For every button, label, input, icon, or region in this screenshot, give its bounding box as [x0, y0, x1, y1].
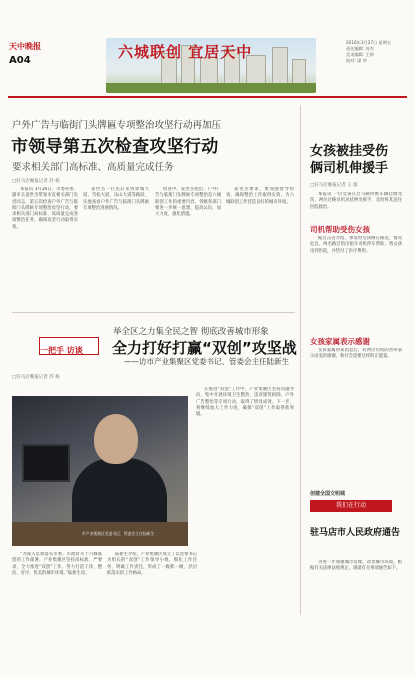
- sidebar-headline-line1: 女孩被挂受伤: [310, 144, 389, 159]
- article2-subhead: ——访市产业集聚区党委书记、管委会主任陆新生: [124, 357, 289, 366]
- article2-kicker: 举全区之力集全民之智 彻底改善城市形象: [113, 327, 269, 337]
- article2-headline: 全力打好打赢“双创”攻坚战: [112, 339, 297, 357]
- sidebar-body2-text: 据目击者介绍，事发时女孩倒在路边，情况危急。两名路过的出租车司机停车帮助，将女孩送到医院，并垫付了医疗费用。: [310, 236, 402, 254]
- notice-body: [310, 560, 402, 670]
- sidebar-byline: □驻马店晚报记者 王 康: [310, 183, 358, 188]
- article1-kicker: 户外广告与临街门头牌匾专项整治攻坚行动再加压: [12, 120, 222, 131]
- masthead: [0, 0, 415, 96]
- article1-col2: [83, 187, 149, 309]
- article2-col-left-text: “为深入贯彻落实市委、市政府关于六城联创的工作部署，产业集聚区坚持高标准、严要求，全力推进“双创”工作，努力打造干净、整洁、有序、优美的城市环境。”陆新生说。: [12, 552, 102, 576]
- masthead-rule: [8, 96, 407, 98]
- dateline-date: 2016年3月27日 星期五: [346, 40, 392, 45]
- sidebar-body1-text: 本报讯 一位女孩在过马路时被车辆挂倒受伤，两位过路司机见状伸出援手，及时将其送往医院救治。: [310, 192, 402, 210]
- article1-col4: [226, 187, 294, 309]
- notice-headline: 驻马店市人民政府通告: [310, 528, 401, 538]
- interview-photo: [12, 396, 188, 546]
- ad-title: 创建全国文明城: [310, 491, 346, 497]
- article1-col1: [12, 187, 78, 309]
- interview-label: 一把手 访谈: [40, 346, 83, 355]
- article1-headline: 市领导第五次检查攻坚行动: [11, 137, 219, 157]
- dateline-art-editor: 美术编辑: 王帅: [346, 52, 374, 57]
- dateline: [346, 40, 406, 64]
- sidebar-body2: [310, 236, 402, 328]
- page-number: A04: [9, 55, 31, 66]
- ad-banner: 我们在行动: [310, 500, 392, 512]
- sidebar-section1: 司机帮助受伤女孩: [310, 225, 370, 234]
- article1-byline: □驻马店晚报记者 苏 杨: [12, 179, 60, 184]
- notice-body-text: 为进一步加强城市管理，改善城市环境，根据有关法律法规规定，现就有关事项通告如下。: [310, 560, 402, 572]
- article1-col4-text: 姜世杰要求，要加强督导检查，确保整治工作取得实效，为六城联创工作营造良好的城市环境。: [226, 187, 294, 205]
- dateline-proofreader: 校对: 梁 华: [346, 58, 367, 63]
- sidebar-headline-line2: 俩司机伸援手: [310, 161, 389, 176]
- article2-byline: □驻马店晚报记者 苏 杨: [12, 375, 60, 380]
- sidebar-body1: [310, 192, 402, 220]
- article2-col-right: [196, 387, 294, 547]
- article2-col-mid: [107, 552, 197, 670]
- sidebar-divider: [300, 105, 301, 615]
- sidebar-body3: [310, 348, 402, 480]
- dateline-editor: 责任编辑: 苏杰: [346, 46, 374, 51]
- article1-col2-text: 姜世杰一行先后来到驿城大道、雪松大道、乐山大道等路段，实地查看户外广告与临街门头牌匾专项整治进展情况。: [83, 187, 149, 211]
- article1-col3-text: 检查中，姜世杰指出，户外广告与临街门头牌匾专项整治是六城联创工作的重要内容，各级各部门要进一步统一思想，提高认识，加大力度，强化措施。: [155, 187, 221, 218]
- interview-label-box: [39, 337, 99, 355]
- article1-subhead: 要求相关部门高标准、高质量完成任务: [12, 162, 174, 173]
- sidebar-body3-text: 女孩家属得知消息后，对两位司机的善举表示由衷的感谢，称社会需要这样的正能量。: [310, 348, 402, 360]
- banner-title: 六城联创 宜居天中: [118, 43, 253, 61]
- newspaper-logo: 天中晚报: [9, 41, 41, 51]
- article2-col-mid-text: 陆新生介绍，产业集聚区成立了以党委书记为组长的“双创”工作领导小组，细化工作任务，明确工作责任，形成了一级抓一级、层层抓落实的工作格局。: [107, 552, 197, 576]
- sidebar-section2: 女孩家属表示感谢: [310, 337, 370, 346]
- article2-col-left: [12, 552, 102, 670]
- photo-caption: 市产业集聚区党委书记、管委会主任陆新生: [82, 531, 155, 536]
- article2-col-right-text: 在推进“双创”工作中，产业集聚区坚持问题导向，集中开展环境卫生整治、违章建筑拆除、户外广告整治等专项行动，取得了明显成效。下一步，将继续加大工作力度，确保“双创”工作取得新突破。: [196, 387, 294, 418]
- civilization-ad: [310, 490, 400, 518]
- section-divider: [12, 312, 295, 313]
- sidebar-headline: [310, 143, 388, 177]
- article1-col3: [155, 187, 221, 309]
- article1-col1-text: 本报讯 3月26日，市委常委、副市长姜世杰带领市直相关部门负责同志，第五次检查户外广告与临街门头牌匾专项整治攻坚行动，要求相关部门高标准、高质量完成各项整治任务，确保攻坚行动取得实效。: [12, 187, 78, 230]
